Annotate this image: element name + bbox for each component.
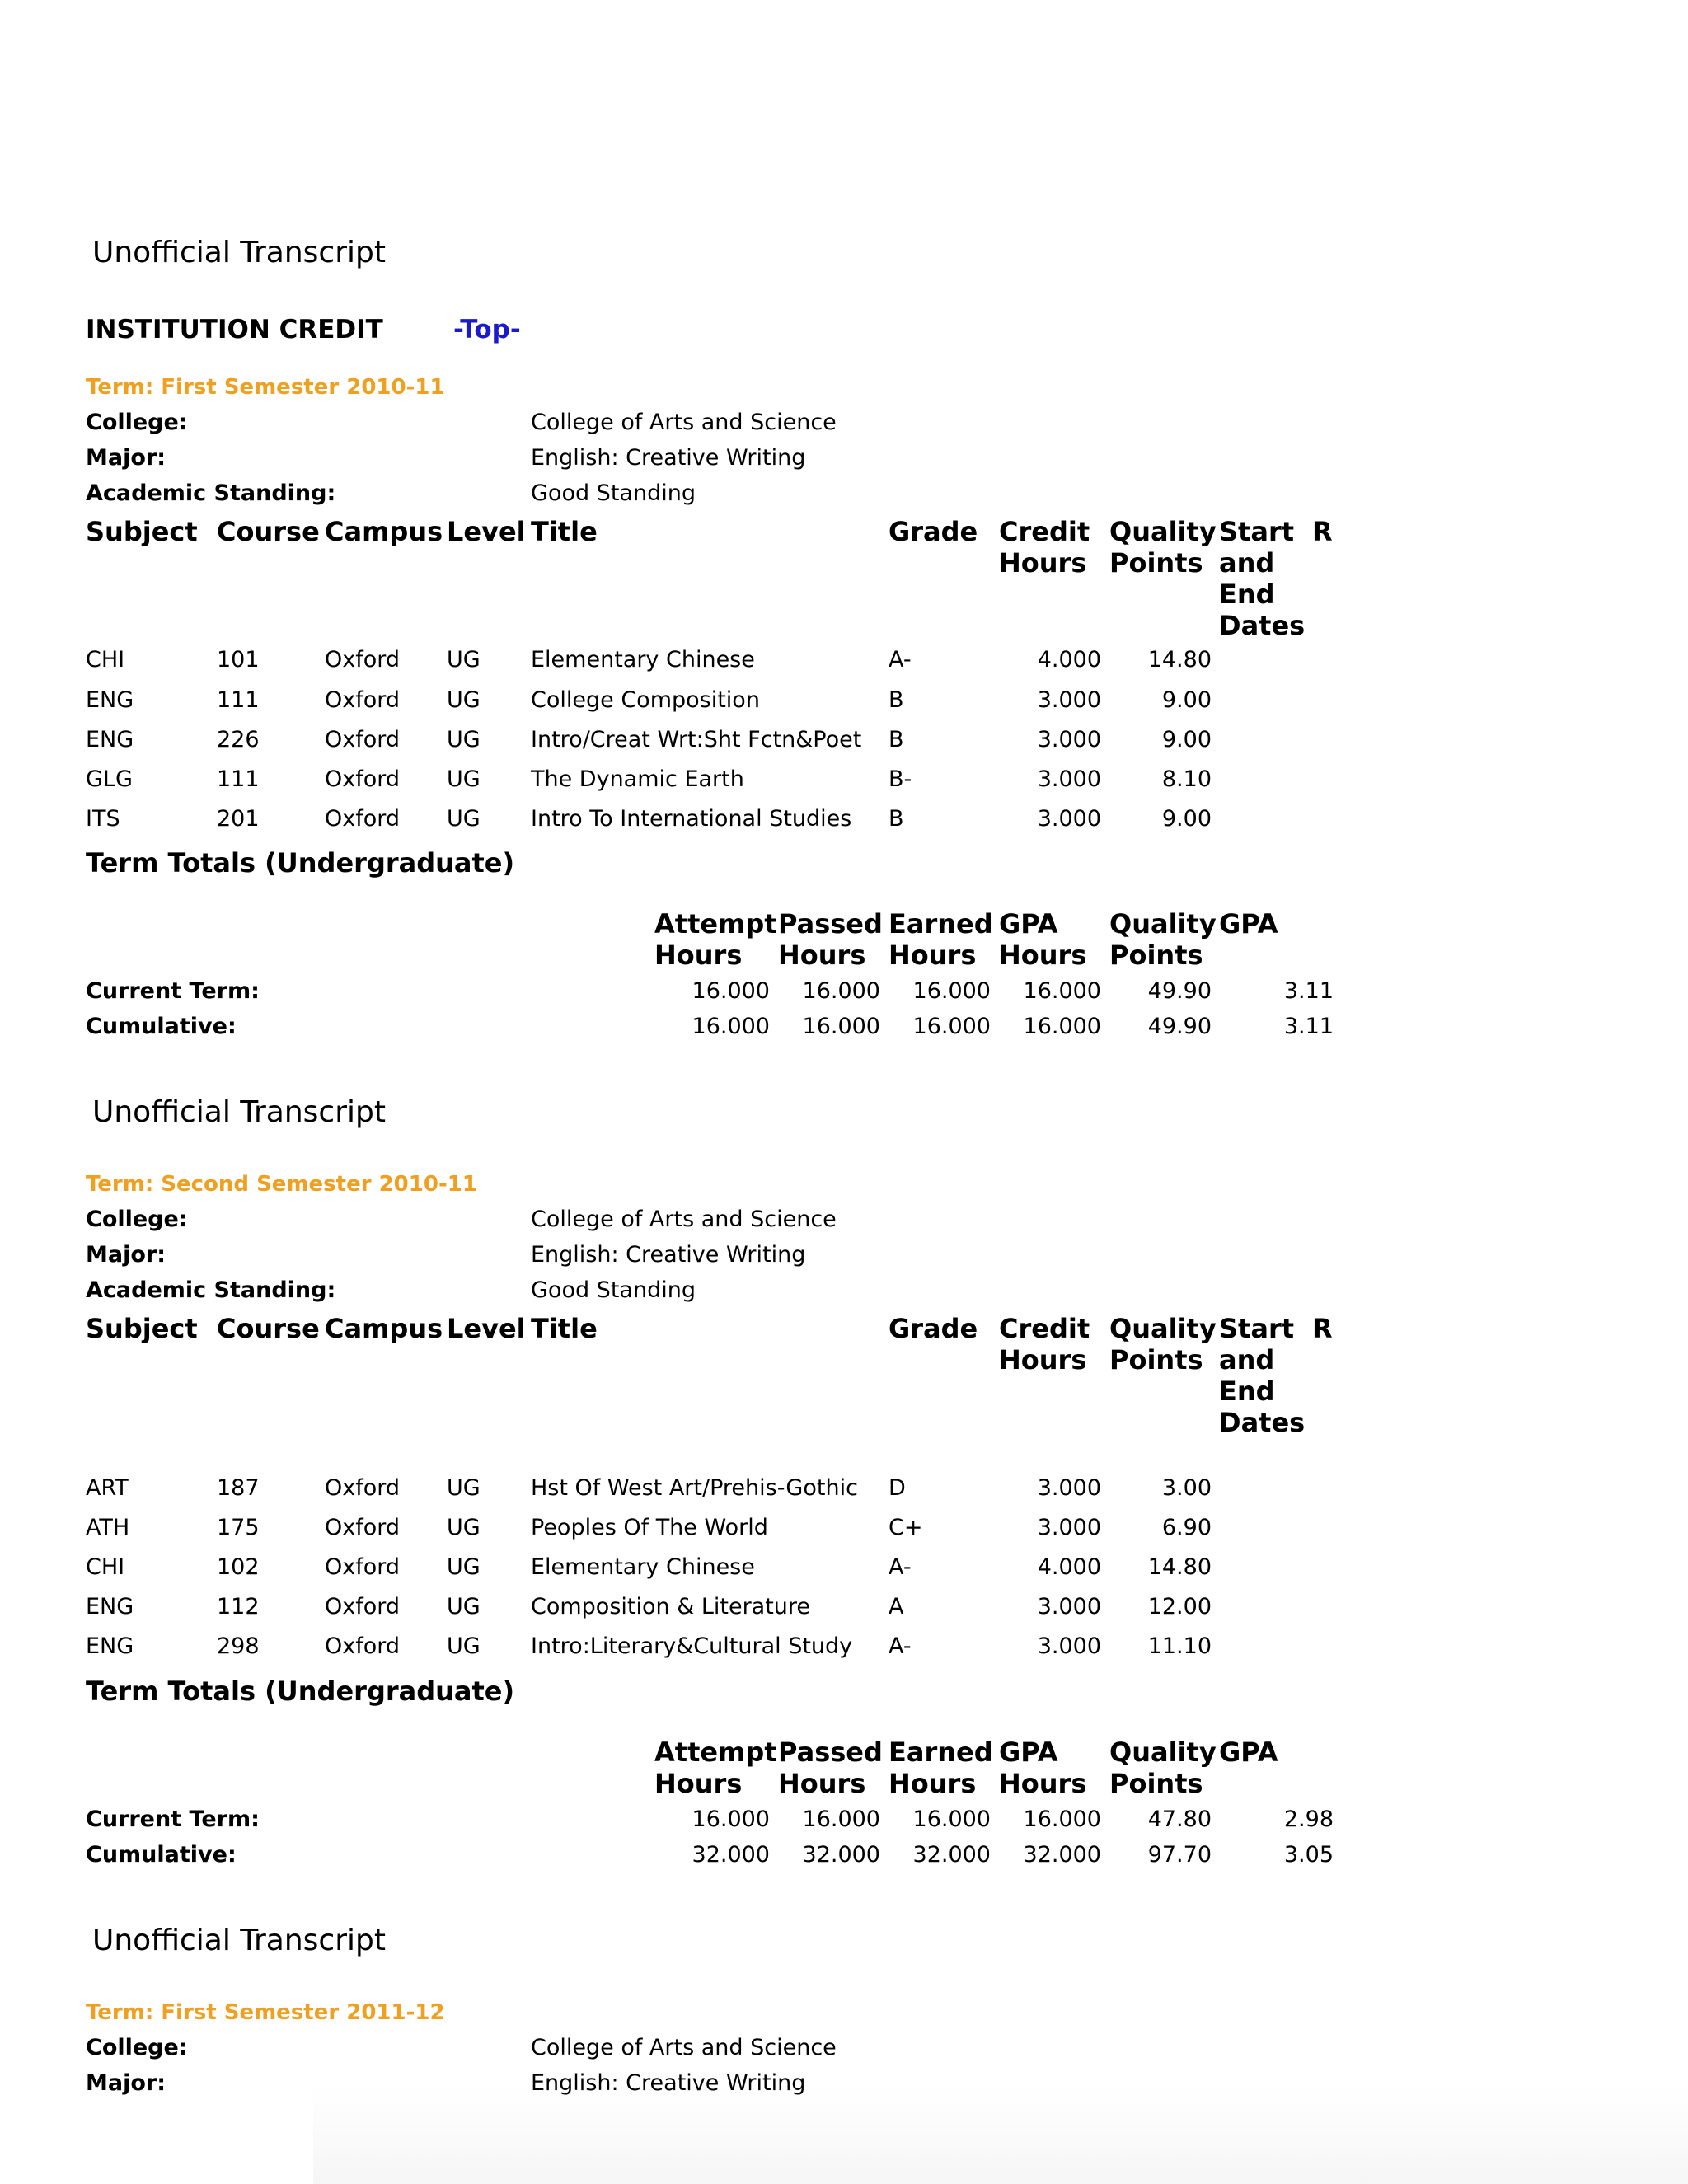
header-credit-hours: Credit Hours (999, 1313, 1090, 1376)
cell-credit: 4.000 (1037, 1554, 1101, 1580)
cell-course: 101 (217, 647, 260, 673)
header-credit-hours: Credit Hours (999, 516, 1090, 579)
cell-course: 175 (217, 1515, 260, 1540)
cell-earned: 16.000 (912, 1807, 991, 1832)
header-dates: Start and End Dates (1219, 1313, 1306, 1438)
header-earned-hours: Earned Hours (889, 908, 993, 971)
cell-quality: 11.10 (1147, 1633, 1212, 1659)
current-term-label: Current Term: (86, 1807, 260, 1832)
cell-quality: 3.00 (1161, 1475, 1212, 1501)
college-label: College: (86, 2035, 188, 2060)
cell-title: Intro:Literary&Cultural Study (531, 1633, 853, 1659)
cell-quality: 9.00 (1161, 727, 1212, 752)
cell-campus: Oxford (325, 1475, 401, 1501)
cell-course: 187 (217, 1475, 260, 1501)
cell-title: Hst Of West Art/Prehis-Gothic (531, 1475, 858, 1501)
cell-earned: 16.000 (912, 1014, 991, 1039)
college-value: College of Arts and Science (531, 1207, 837, 1232)
cell-gpa-hours: 16.000 (1023, 1014, 1101, 1039)
cell-campus: Oxford (325, 727, 401, 752)
major-value: English: Creative Writing (531, 1242, 806, 1268)
standing-label: Academic Standing: (86, 1277, 336, 1303)
cell-credit: 3.000 (1037, 1633, 1101, 1659)
page-title: Unofficial Transcript (92, 236, 386, 269)
header-r: R (1312, 516, 1333, 547)
cell-level: UG (447, 766, 481, 792)
cell-grade: B (889, 727, 904, 752)
cell-attempt: 32.000 (692, 1842, 770, 1868)
section-heading: INSTITUTION CREDIT (86, 315, 383, 344)
cell-gpa-hours: 32.000 (1023, 1842, 1101, 1868)
college-value: College of Arts and Science (531, 410, 837, 435)
header-r: R (1312, 1313, 1333, 1344)
cell-campus: Oxford (325, 1515, 401, 1540)
page-bottom-shade (313, 2085, 1688, 2184)
cell-level: UG (447, 687, 481, 713)
cell-quality: 14.80 (1147, 647, 1212, 673)
header-title: Title (531, 516, 598, 547)
cell-campus: Oxford (325, 1554, 401, 1580)
term-totals-heading: Term Totals (Undergraduate) (86, 1675, 515, 1707)
cell-grade: A (889, 1594, 904, 1619)
cell-grade: A- (889, 1633, 912, 1659)
cell-credit: 3.000 (1037, 806, 1101, 832)
major-value: English: Creative Writing (531, 445, 806, 471)
cell-level: UG (447, 1633, 481, 1659)
header-title: Title (531, 1313, 598, 1344)
major-label: Major: (86, 1242, 166, 1268)
cell-passed: 16.000 (802, 1014, 880, 1039)
header-gpa: GPA (1219, 908, 1278, 940)
cell-credit: 4.000 (1037, 647, 1101, 673)
cell-quality: 6.90 (1161, 1515, 1212, 1540)
cell-quality: 8.10 (1161, 766, 1212, 792)
cell-level: UG (447, 1554, 481, 1580)
cell-grade: A- (889, 647, 912, 673)
header-quality-points: Quality Points (1109, 1736, 1217, 1799)
cell-title: Elementary Chinese (531, 647, 755, 673)
cell-course: 298 (217, 1633, 260, 1659)
cell-quality: 47.80 (1147, 1807, 1212, 1832)
cell-gpa-hours: 16.000 (1023, 1807, 1101, 1832)
header-dates: Start and End Dates (1219, 516, 1306, 641)
cell-earned: 32.000 (912, 1842, 991, 1868)
cell-attempt: 16.000 (692, 1014, 770, 1039)
cell-campus: Oxford (325, 647, 401, 673)
cell-title: Intro/Creat Wrt:Sht Fctn&Poet (531, 727, 862, 752)
cell-quality: 97.70 (1147, 1842, 1212, 1868)
standing-label: Academic Standing: (86, 480, 336, 506)
page-title: Unofficial Transcript (92, 1924, 386, 1957)
cell-title: Elementary Chinese (531, 1554, 755, 1580)
cell-gpa-hours: 16.000 (1023, 978, 1101, 1004)
term-heading: Term: First Semester 2010-11 (86, 375, 445, 400)
cell-quality: 49.90 (1147, 1014, 1212, 1039)
header-level: Level (447, 1313, 526, 1344)
cell-subject: ENG (86, 1594, 134, 1619)
cell-course: 226 (217, 727, 260, 752)
cell-gpa: 2.98 (1283, 1807, 1334, 1832)
cumulative-label: Cumulative: (86, 1842, 237, 1868)
cell-grade: A- (889, 1554, 912, 1580)
header-course: Course (217, 516, 320, 547)
header-quality-points: Quality Points (1109, 908, 1217, 971)
cell-passed: 32.000 (802, 1842, 880, 1868)
cell-subject: ENG (86, 1633, 134, 1659)
header-gpa-hours: GPA Hours (999, 1736, 1087, 1799)
cell-grade: B (889, 806, 904, 832)
cell-campus: Oxford (325, 1633, 401, 1659)
cell-level: UG (447, 1594, 481, 1619)
header-subject: Subject (86, 1313, 198, 1344)
major-label: Major: (86, 2070, 166, 2096)
header-earned-hours: Earned Hours (889, 1736, 993, 1799)
college-label: College: (86, 410, 188, 435)
cell-title: College Composition (531, 687, 760, 713)
cell-level: UG (447, 806, 481, 832)
cell-course: 201 (217, 806, 260, 832)
cell-subject: ATH (86, 1515, 130, 1540)
cell-credit: 3.000 (1037, 1475, 1101, 1501)
cell-gpa: 3.05 (1283, 1842, 1334, 1868)
major-value: English: Creative Writing (531, 2070, 806, 2096)
header-passed-hours: Passed Hours (778, 1736, 883, 1799)
cell-grade: D (889, 1475, 906, 1501)
header-passed-hours: Passed Hours (778, 908, 883, 971)
header-gpa-hours: GPA Hours (999, 908, 1087, 971)
cell-attempt: 16.000 (692, 978, 770, 1004)
cell-passed: 16.000 (802, 1807, 880, 1832)
header-subject: Subject (86, 516, 198, 547)
cell-subject: ART (86, 1475, 129, 1501)
cell-quality: 12.00 (1147, 1594, 1212, 1619)
cell-title: Composition & Literature (531, 1594, 811, 1619)
cell-course: 102 (217, 1554, 260, 1580)
cell-attempt: 16.000 (692, 1807, 770, 1832)
cell-credit: 3.000 (1037, 766, 1101, 792)
cell-earned: 16.000 (912, 978, 991, 1004)
cell-subject: ENG (86, 727, 134, 752)
standing-value: Good Standing (531, 480, 696, 506)
cell-gpa: 3.11 (1283, 1014, 1334, 1039)
header-campus: Campus (325, 516, 443, 547)
cell-title: Peoples Of The World (531, 1515, 768, 1540)
current-term-label: Current Term: (86, 978, 260, 1004)
cell-quality: 9.00 (1161, 687, 1212, 713)
cell-level: UG (447, 1475, 481, 1501)
cell-passed: 16.000 (802, 978, 880, 1004)
cell-credit: 3.000 (1037, 1515, 1101, 1540)
header-grade: Grade (889, 516, 978, 547)
top-link[interactable]: -Top- (453, 315, 521, 344)
header-gpa: GPA (1219, 1736, 1278, 1768)
cell-subject: GLG (86, 766, 133, 792)
cell-grade: C+ (889, 1515, 923, 1540)
header-attempt-hours: Attempt Hours (654, 1736, 777, 1799)
standing-value: Good Standing (531, 1277, 696, 1303)
term-totals-heading: Term Totals (Undergraduate) (86, 847, 515, 879)
cell-credit: 3.000 (1037, 727, 1101, 752)
cell-campus: Oxford (325, 766, 401, 792)
cell-gpa: 3.11 (1283, 978, 1334, 1004)
cell-course: 112 (217, 1594, 260, 1619)
header-campus: Campus (325, 1313, 443, 1344)
cumulative-label: Cumulative: (86, 1014, 237, 1039)
header-quality-points: Quality Points (1109, 516, 1217, 579)
header-grade: Grade (889, 1313, 978, 1344)
cell-credit: 3.000 (1037, 1594, 1101, 1619)
cell-campus: Oxford (325, 1594, 401, 1619)
cell-credit: 3.000 (1037, 687, 1101, 713)
cell-campus: Oxford (325, 806, 401, 832)
page-title: Unofficial Transcript (92, 1095, 386, 1129)
cell-title: Intro To International Studies (531, 806, 852, 832)
cell-title: The Dynamic Earth (531, 766, 744, 792)
cell-quality: 14.80 (1147, 1554, 1212, 1580)
cell-quality: 49.90 (1147, 978, 1212, 1004)
cell-level: UG (447, 1515, 481, 1540)
header-level: Level (447, 516, 526, 547)
term-heading: Term: First Semester 2011-12 (86, 2000, 445, 2025)
college-value: College of Arts and Science (531, 2035, 837, 2060)
cell-grade: B (889, 687, 904, 713)
header-attempt-hours: Attempt Hours (654, 908, 777, 971)
cell-level: UG (447, 727, 481, 752)
cell-course: 111 (217, 687, 260, 713)
college-label: College: (86, 1207, 188, 1232)
cell-grade: B- (889, 766, 912, 792)
cell-subject: ITS (86, 806, 120, 832)
term-heading: Term: Second Semester 2010-11 (86, 1172, 477, 1197)
cell-level: UG (447, 647, 481, 673)
cell-quality: 9.00 (1161, 806, 1212, 832)
cell-subject: CHI (86, 647, 125, 673)
major-label: Major: (86, 445, 166, 471)
cell-course: 111 (217, 766, 260, 792)
header-quality-points: Quality Points (1109, 1313, 1217, 1376)
header-course: Course (217, 1313, 320, 1344)
cell-campus: Oxford (325, 687, 401, 713)
cell-subject: CHI (86, 1554, 125, 1580)
cell-subject: ENG (86, 687, 134, 713)
